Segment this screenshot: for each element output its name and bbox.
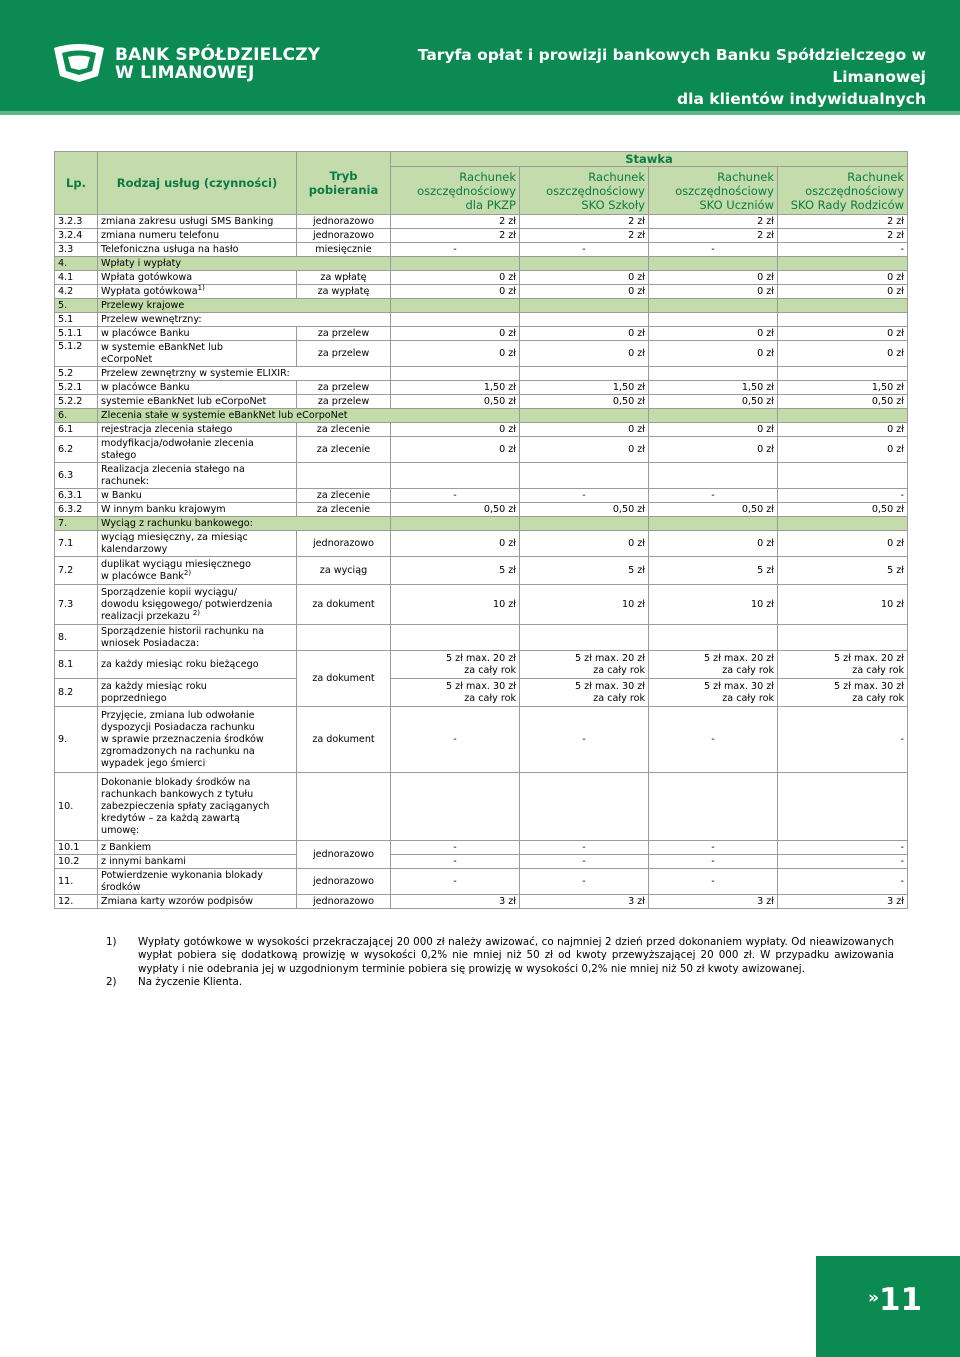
row-value (391, 773, 520, 841)
row-mode: jednorazowo (297, 841, 391, 869)
row-value: 0,50 zł (778, 395, 908, 409)
row-value: 0 zł (391, 423, 520, 437)
row-value: 2 zł (520, 215, 649, 229)
row-value (649, 313, 778, 327)
bank-logo-icon (52, 42, 106, 82)
row-value: 5 zł max. 30 zł za cały rok (778, 679, 908, 707)
row-mode: za przelew (297, 341, 391, 367)
row-value: 5 zł (649, 557, 778, 585)
row-mode: miesięcznie (297, 243, 391, 257)
page-arrow-icon: » (868, 1288, 879, 1308)
section-empty (649, 299, 778, 313)
row-value: 0 zł (778, 531, 908, 557)
section-empty (391, 299, 520, 313)
section-row (55, 409, 908, 423)
row-service: zmiana numeru telefonu (98, 229, 297, 243)
row-mode: jednorazowo (297, 895, 391, 909)
row-value: 3 zł (391, 895, 520, 909)
row-lp: 6.3.2 (55, 503, 98, 517)
row-mode: za wpłatę (297, 271, 391, 285)
table-row (55, 531, 908, 557)
row-value: 0 zł (391, 327, 520, 341)
row-service: systemie eBankNet lub eCorpoNet (98, 395, 297, 409)
table-row (55, 651, 908, 679)
row-lp: 4.2 (55, 285, 98, 299)
row-service: Wpłata gotówkowa (98, 271, 297, 285)
section-lp: 6. (55, 409, 98, 423)
row-value (520, 625, 649, 651)
row-lp: 3.2.3 (55, 215, 98, 229)
row-lp: 11. (55, 869, 98, 895)
footnote (106, 936, 894, 976)
table-row (55, 895, 908, 909)
row-service: Zmiana karty wzorów podpisów (98, 895, 297, 909)
row-value: - (649, 869, 778, 895)
section-empty (391, 257, 520, 271)
table-row (55, 773, 908, 841)
row-mode: za dokument (297, 651, 391, 707)
row-value: - (778, 489, 908, 503)
row-value: 3 zł (520, 895, 649, 909)
row-value: 0 zł (520, 285, 649, 299)
table-row (55, 327, 908, 341)
row-value: 5 zł (778, 557, 908, 585)
row-value: 0 zł (520, 341, 649, 367)
row-mode: za zlecenie (297, 489, 391, 503)
row-value (649, 463, 778, 489)
row-service: wyciąg miesięczny, za miesiąc kalendarzowy (98, 531, 297, 557)
document-title: Taryfa opłat i prowizji bankowych Banku Spółdzielczego w Limanowej dla klientów indywidualnych (417, 46, 926, 108)
row-value: 0 zł (649, 531, 778, 557)
row-value: 0 zł (778, 271, 908, 285)
row-mode: za przelew (297, 395, 391, 409)
section-title: Zlecenia stałe w systemie eBankNet lub eCorpoNet (98, 409, 520, 423)
page-number: »11 (868, 1282, 923, 1318)
row-value: - (520, 489, 649, 503)
row-value (778, 463, 908, 489)
row-lp: 8.1 (55, 651, 98, 679)
row-service: w Banku (98, 489, 297, 503)
row-mode (297, 625, 391, 651)
col-header-account: Rachunek oszczędnościowy SKO Szkoły (520, 167, 649, 215)
row-value: 0 zł (649, 437, 778, 463)
row-service: modyfikacja/odwołanie zlecenia stałego (98, 437, 297, 463)
row-value: - (391, 869, 520, 895)
row-value: 10 zł (391, 585, 520, 625)
table-row (55, 215, 908, 229)
row-lp: 5.1.2 (55, 341, 98, 367)
section-row (55, 517, 908, 531)
row-service: w placówce Banku (98, 327, 297, 341)
table-row (55, 869, 908, 895)
row-service: Przelew zewnętrzny w systemie ELIXIR: (98, 367, 391, 381)
row-lp: 3.3 (55, 243, 98, 257)
row-mode: jednorazowo (297, 869, 391, 895)
col-header-mode: Tryb pobierania (297, 152, 391, 215)
row-value: 0 zł (778, 437, 908, 463)
row-value: 0,50 zł (391, 503, 520, 517)
table-row (55, 855, 908, 869)
row-value (778, 773, 908, 841)
footnote-number: 1) (106, 936, 117, 948)
row-value: 0 zł (649, 341, 778, 367)
section-empty (520, 299, 649, 313)
table-row (55, 707, 908, 773)
row-value: - (778, 707, 908, 773)
section-empty (520, 257, 649, 271)
row-service: Realizacja zlecenia stałego na rachunek: (98, 463, 297, 489)
table-row (55, 285, 908, 299)
row-lp: 5.2.2 (55, 395, 98, 409)
row-value (391, 367, 520, 381)
table-row (55, 271, 908, 285)
table-row (55, 557, 908, 585)
row-mode: za zlecenie (297, 437, 391, 463)
row-value: 5 zł (391, 557, 520, 585)
table-row (55, 341, 908, 367)
footnote (106, 976, 894, 989)
tariff-table (54, 151, 908, 909)
row-value: - (778, 869, 908, 895)
row-lp: 7.1 (55, 531, 98, 557)
row-value: 2 zł (649, 215, 778, 229)
table-row (55, 489, 908, 503)
row-value: - (520, 841, 649, 855)
row-value: - (649, 707, 778, 773)
row-service: za każdy miesiąc roku bieżącego (98, 651, 297, 679)
row-mode: za przelew (297, 381, 391, 395)
row-value: 3 zł (778, 895, 908, 909)
row-lp: 7.3 (55, 585, 98, 625)
row-lp: 12. (55, 895, 98, 909)
row-value: 0 zł (391, 437, 520, 463)
row-service: w placówce Banku (98, 381, 297, 395)
row-value: - (520, 855, 649, 869)
row-value (649, 367, 778, 381)
row-lp: 6.3 (55, 463, 98, 489)
row-service: z innymi bankami (98, 855, 297, 869)
row-value: 0 zł (649, 271, 778, 285)
section-empty (778, 299, 908, 313)
row-value: 0,50 zł (649, 395, 778, 409)
table-row (55, 243, 908, 257)
col-header-lp: Lp. (55, 152, 98, 215)
table-header-row (55, 152, 908, 167)
row-value: - (520, 869, 649, 895)
footnote-number: 2) (106, 976, 117, 989)
row-value: 0 zł (649, 327, 778, 341)
table-row (55, 463, 908, 489)
row-mode: jednorazowo (297, 229, 391, 243)
row-value (520, 367, 649, 381)
row-value: 0 zł (778, 285, 908, 299)
row-value: - (778, 243, 908, 257)
row-value: 1,50 zł (778, 381, 908, 395)
row-value: 0 zł (778, 341, 908, 367)
section-empty (778, 409, 908, 423)
row-value (391, 313, 520, 327)
table-row (55, 679, 908, 707)
col-header-account: Rachunek oszczędnościowy SKO Uczniów (649, 167, 778, 215)
page-header (0, 0, 960, 115)
table-row (55, 423, 908, 437)
row-lp: 8.2 (55, 679, 98, 707)
row-value: 10 zł (778, 585, 908, 625)
row-lp: 10. (55, 773, 98, 841)
row-value: 5 zł max. 30 zł za cały rok (649, 679, 778, 707)
table-row (55, 229, 908, 243)
row-value: 10 zł (520, 585, 649, 625)
col-header-rate: Stawka (391, 152, 908, 167)
row-service: Dokonanie blokady środków na rachunkach bankowych z tytułu zabezpieczenia spłaty zaciąganych kredytów – za każdą zawartą umowę: (98, 773, 297, 841)
row-mode: za wypłatę (297, 285, 391, 299)
row-value: 5 zł (520, 557, 649, 585)
row-value: 0 zł (520, 531, 649, 557)
row-lp: 5.2 (55, 367, 98, 381)
row-value (520, 463, 649, 489)
row-service: Telefoniczna usługa na hasło (98, 243, 297, 257)
table-row (55, 625, 908, 651)
row-value: 0 zł (391, 285, 520, 299)
row-value: - (391, 855, 520, 869)
row-service: Przelew wewnętrzny: (98, 313, 391, 327)
row-lp: 9. (55, 707, 98, 773)
row-lp: 5.1 (55, 313, 98, 327)
row-mode: jednorazowo (297, 215, 391, 229)
table-row (55, 395, 908, 409)
row-value (391, 463, 520, 489)
row-value: 0 zł (520, 437, 649, 463)
section-lp: 5. (55, 299, 98, 313)
row-value: 0,50 zł (520, 395, 649, 409)
row-mode: za zlecenie (297, 503, 391, 517)
row-value: 0,50 zł (520, 503, 649, 517)
section-empty (391, 517, 520, 531)
row-value: 2 zł (778, 229, 908, 243)
row-value: 0,50 zł (391, 395, 520, 409)
row-value: 0 zł (520, 423, 649, 437)
row-value: 2 zł (520, 229, 649, 243)
section-lp: 7. (55, 517, 98, 531)
row-value: 1,50 zł (520, 381, 649, 395)
table-row (55, 585, 908, 625)
row-value: 3 zł (649, 895, 778, 909)
row-service: rejestracja zlecenia stałego (98, 423, 297, 437)
section-row (55, 257, 908, 271)
row-lp: 5.1.1 (55, 327, 98, 341)
row-value: - (391, 489, 520, 503)
row-value: - (649, 855, 778, 869)
row-lp: 4.1 (55, 271, 98, 285)
row-value: 2 zł (778, 215, 908, 229)
table-row (55, 367, 908, 381)
footnotes (106, 936, 894, 990)
row-service: zmiana zakresu usługi SMS Banking (98, 215, 297, 229)
row-value: 2 zł (391, 229, 520, 243)
row-value: - (778, 855, 908, 869)
row-service: duplikat wyciągu miesięcznego w placówce Bank$^{2)}$ (98, 557, 297, 585)
table-row (55, 503, 908, 517)
row-value: - (520, 243, 649, 257)
row-lp: 5.2.1 (55, 381, 98, 395)
row-mode (297, 773, 391, 841)
row-lp: 10.1 (55, 841, 98, 855)
row-mode (297, 463, 391, 489)
col-header-account: Rachunek oszczędnościowy dla PKZP (391, 167, 520, 215)
row-value: 2 zł (391, 215, 520, 229)
section-empty (778, 517, 908, 531)
row-service: W innym banku krajowym (98, 503, 297, 517)
row-value (778, 367, 908, 381)
row-mode: za dokument (297, 585, 391, 625)
section-empty (649, 517, 778, 531)
row-service: z Bankiem (98, 841, 297, 855)
row-value: - (520, 707, 649, 773)
section-empty (520, 517, 649, 531)
row-value: 10 zł (649, 585, 778, 625)
section-empty (649, 257, 778, 271)
row-lp: 10.2 (55, 855, 98, 869)
row-value: - (391, 841, 520, 855)
row-value: 5 zł max. 20 zł za cały rok (391, 651, 520, 679)
footnote-text: Wypłaty gotówkowe w wysokości przekraczającej 20 000 zł należy awizować, co najmniej 2 dzień przed dokonaniem wypłaty. Od nieawizowanych wypłat pobiera się dodatkową prowizję w wysokości 0,2% nie mniej niż 50 zł od kwoty przewyższającej 20 000 zł. W przypadku awizowania wypłaty i nie odebrania jej w uzgodnionym terminie pobiera się prowizję w wysokości 0,2% nie mniej niż 50 zł kwoty awizowanej. (138, 936, 894, 975)
row-value (649, 773, 778, 841)
row-value (778, 313, 908, 327)
row-value: 0 zł (649, 423, 778, 437)
col-header-service: Rodzaj usług (czynności) (98, 152, 297, 215)
section-title: Przelewy krajowe (98, 299, 391, 313)
section-title: Wpłaty i wypłaty (98, 257, 391, 271)
bank-name: BANK SPÓŁDZIELCZY W LIMANOWEJ (115, 45, 321, 83)
row-value: - (391, 707, 520, 773)
row-value: - (391, 243, 520, 257)
section-empty (520, 409, 649, 423)
table-row (55, 381, 908, 395)
row-mode: za wyciąg (297, 557, 391, 585)
row-value: 1,50 zł (391, 381, 520, 395)
row-value: 5 zł max. 20 zł za cały rok (520, 651, 649, 679)
row-value: 5 zł max. 20 zł za cały rok (778, 651, 908, 679)
table-row (55, 437, 908, 463)
table-row (55, 313, 908, 327)
row-value (520, 773, 649, 841)
row-value (391, 625, 520, 651)
section-title: Wyciąg z rachunku bankowego: (98, 517, 391, 531)
section-row (55, 299, 908, 313)
row-value: 5 zł max. 30 zł za cały rok (520, 679, 649, 707)
row-value: - (649, 489, 778, 503)
row-value: - (649, 841, 778, 855)
row-mode: za dokument (297, 707, 391, 773)
row-value: 2 zł (649, 229, 778, 243)
row-value: 0 zł (520, 271, 649, 285)
row-service: Potwierdzenie wykonania blokady środków (98, 869, 297, 895)
row-service: za każdy miesiąc roku poprzedniego (98, 679, 297, 707)
row-lp: 6.3.1 (55, 489, 98, 503)
row-lp: 8. (55, 625, 98, 651)
row-mode: jednorazowo (297, 531, 391, 557)
row-value: 0 zł (778, 327, 908, 341)
table-row (55, 841, 908, 855)
row-lp: 7.2 (55, 557, 98, 585)
row-mode: za przelew (297, 327, 391, 341)
row-service: Sporządzenie historii rachunku na wniosek Posiadacza: (98, 625, 297, 651)
footnote-text: Na życzenie Klienta. (138, 976, 243, 989)
section-lp: 4. (55, 257, 98, 271)
row-service: w systemie eBankNet lub eCorpoNet (98, 341, 297, 367)
row-value: 0 zł (778, 423, 908, 437)
row-value: 5 zł max. 20 zł za cały rok (649, 651, 778, 679)
row-value (520, 313, 649, 327)
col-header-account: Rachunek oszczędnościowy SKO Rady Rodziców (778, 167, 908, 215)
row-value (649, 625, 778, 651)
row-value: 0 zł (649, 285, 778, 299)
row-lp: 3.2.4 (55, 229, 98, 243)
page-number-box (816, 1256, 960, 1357)
row-value: 0 zł (391, 531, 520, 557)
row-value: 0 zł (520, 327, 649, 341)
row-value: - (649, 243, 778, 257)
row-value (778, 625, 908, 651)
row-mode: za zlecenie (297, 423, 391, 437)
row-service: Przyjęcie, zmiana lub odwołanie dyspozycji Posiadacza rachunku w sprawie przeznaczenia środków zgromadzonych na rachunku na wypadek jego śmierci (98, 707, 297, 773)
row-service: Wypłata gotówkowa$^{1)}$ (98, 285, 297, 299)
row-value: 0 zł (391, 341, 520, 367)
row-value: - (778, 841, 908, 855)
section-empty (778, 257, 908, 271)
row-value: 0,50 zł (649, 503, 778, 517)
row-lp: 6.1 (55, 423, 98, 437)
row-service: Sporządzenie kopii wyciągu/ dowodu księgowego/ potwierdzenia realizacji przekazu $^{2)}$ (98, 585, 297, 625)
row-value: 1,50 zł (649, 381, 778, 395)
row-value: 0 zł (391, 271, 520, 285)
row-value: 5 zł max. 30 zł za cały rok (391, 679, 520, 707)
row-lp: 6.2 (55, 437, 98, 463)
section-empty (649, 409, 778, 423)
row-value: 0,50 zł (778, 503, 908, 517)
